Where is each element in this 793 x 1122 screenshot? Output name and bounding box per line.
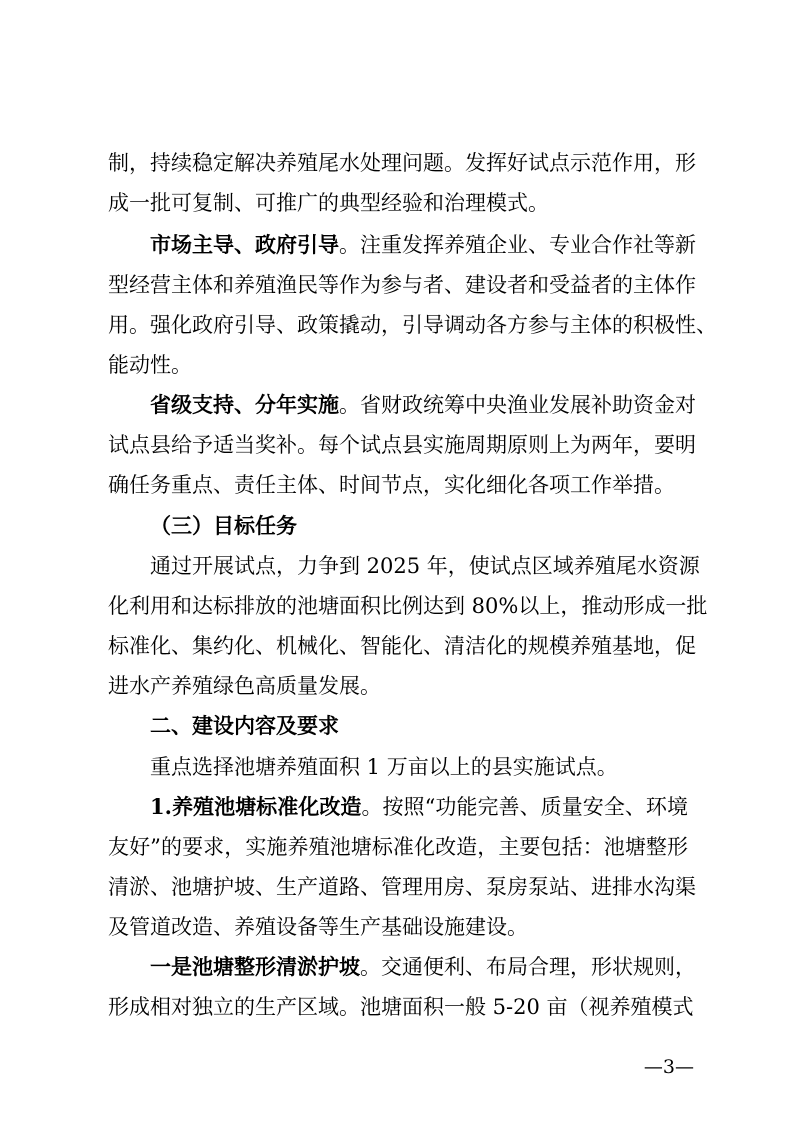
line-text: 形成相对独立的生产区域。池塘面积一般 5-20 亩（视养殖模式 — [108, 995, 694, 1019]
line-text: 确任务重点、责任主体、时间节点，实化细化各项工作举措。 — [108, 473, 675, 497]
line-text: 用。强化政府引导、政策撬动，引导调动各方参与主体的积极性、 — [108, 313, 717, 337]
line-text: 友好”的要求，实施养殖池塘标准化改造，主要包括：池塘整形 — [108, 835, 688, 859]
line-text: 制，持续稳定解决养殖尾水处理问题。发挥好试点示范作用，形 — [108, 151, 696, 175]
paragraph-line — [108, 671, 688, 701]
heading-text: （三）目标任务 — [150, 513, 297, 538]
line-text: 及管道改造、养殖设备等生产基础设施建设。 — [108, 915, 528, 939]
paragraph-line — [108, 872, 696, 902]
line-text: 清淤、池塘护坡、生产道路、管理用房、泵房泵站、进排水沟渠 — [108, 875, 696, 899]
section-heading — [150, 511, 688, 541]
line-text: 成一批可复制、可推广的典型经验和治理模式。 — [108, 191, 549, 215]
paragraph-line — [108, 430, 696, 460]
line-text: 型经营主体和养殖渔民等作为参与者、建设者和受益者的主体作 — [108, 273, 696, 297]
paragraph-line — [108, 591, 708, 621]
paragraph-line — [108, 832, 688, 862]
paragraph-line — [108, 992, 694, 1022]
line-text: 。省财政统筹中央渔业发展补助资金对 — [339, 393, 696, 417]
line-text: 。按照“功能完善、质量安全、环境 — [361, 795, 688, 819]
paragraph-line — [150, 551, 700, 581]
line-text: 通过开展试点，力争到 2025 年，使试点区域养殖尾水资源 — [150, 554, 700, 578]
line-text: 化利用和达标排放的池塘面积比例达到 80%以上，推动形成一批 — [108, 594, 708, 618]
line-text: 重点选择池塘养殖面积 1 万亩以上的县实施试点。 — [150, 755, 618, 779]
line-text: 。交通便利、布局合理，形状规则， — [360, 955, 696, 979]
page-number: —3— — [643, 1056, 694, 1078]
paragraph-line — [108, 310, 717, 340]
paragraph-line — [150, 752, 688, 782]
paragraph-line — [108, 350, 688, 380]
paragraph-line — [108, 912, 688, 942]
bold-lead: 1.养殖池塘标准化改造 — [150, 794, 362, 819]
line-text: 试点县给予适当奖补。每个试点县实施周期原则上为两年，要明 — [108, 433, 696, 457]
paragraph-line — [108, 631, 696, 661]
line-text: 。注重发挥养殖企业、专业合作社等新 — [339, 233, 696, 257]
paragraph-line — [150, 230, 696, 260]
paragraph-line — [150, 952, 696, 982]
paragraph-line — [150, 390, 696, 420]
paragraph-line — [108, 188, 688, 218]
bold-lead: 一是池塘整形清淤护坡 — [150, 954, 360, 979]
line-text: 进水产养殖绿色高质量发展。 — [108, 674, 381, 698]
paragraph-line — [108, 470, 688, 500]
heading-text: 二、建设内容及要求 — [150, 713, 339, 738]
paragraph-line — [150, 792, 688, 822]
line-text: 能动性。 — [108, 353, 192, 377]
paragraph-line — [108, 148, 696, 178]
bold-lead: 省级支持、分年实施 — [150, 392, 339, 417]
line-text: 标准化、集约化、机械化、智能化、清洁化的规模养殖基地，促 — [108, 634, 696, 658]
paragraph-line — [108, 270, 696, 300]
section-heading — [150, 711, 688, 741]
bold-lead: 市场主导、政府引导 — [150, 232, 339, 257]
